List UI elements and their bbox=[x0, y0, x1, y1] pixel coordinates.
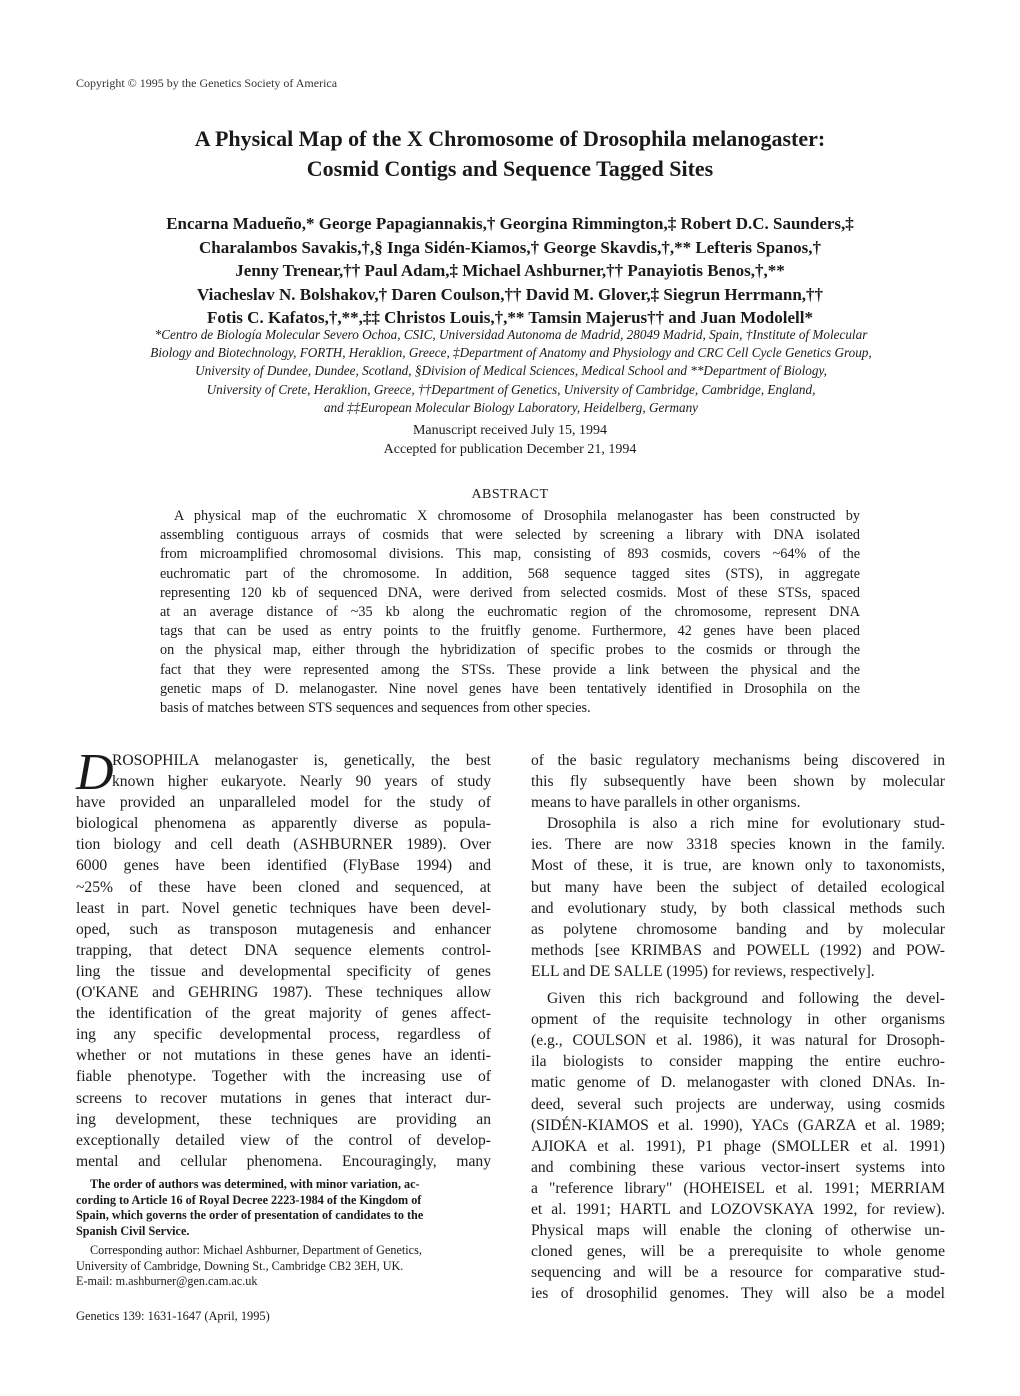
body-line: ing any specific developmental process, regardless of bbox=[76, 1026, 491, 1044]
body-line: Drosophila is also a rich mine for evolutionary stud- bbox=[547, 815, 945, 833]
affiliation-line: University of Crete, Heraklion, Greece, ††Department of Genetics, University of Cambridge, Cambridge, England, bbox=[206, 381, 816, 397]
body-line: Physical maps will enable the cloning of otherwise un- bbox=[531, 1222, 945, 1240]
body-line: means to have parallels in other organisms. bbox=[531, 794, 801, 812]
footnote-line: The order of authors was determined, with minor variation, ac- bbox=[90, 1177, 420, 1191]
body-line: and combining these various vector-insert systems into bbox=[531, 1158, 945, 1176]
body-line: 6000 genes have been identified (FlyBase 1994) and bbox=[76, 857, 491, 875]
journal-citation: Genetics 139: 1631-1647 (April, 1995) bbox=[76, 1309, 270, 1323]
body-line: et al. 1991; HARTL and LOZOVSKAYA 1992, for review). bbox=[531, 1200, 945, 1218]
footnote-line: Spanish Civil Service. bbox=[76, 1223, 190, 1238]
body-line: least in part. Novel genetic techniques have been devel- bbox=[76, 899, 491, 917]
abstract-line: fact that they were represented among the STSs. These provide a link between the physical and the bbox=[160, 661, 860, 678]
body-line: ing development, these techniques are providing an bbox=[76, 1110, 491, 1128]
body-line: ~25% of these have been cloned and sequenced, at bbox=[76, 878, 491, 896]
body-line: ies of drosophilid genomes. They will also be a model bbox=[531, 1285, 945, 1303]
body-line: a "reference library" (HOHEISEL et al. 1991; MERRIAM bbox=[531, 1179, 945, 1197]
body-line: the identification of the great majority of genes affect- bbox=[76, 1005, 491, 1023]
body-line: but many have been the subject of detailed ecological bbox=[531, 878, 945, 896]
affiliation-line: University of Dundee, Dundee, Scotland, §Division of Medical Sciences, Medical School and **Department of Biology, bbox=[195, 363, 827, 379]
body-line: tion biology and cell death (ASHBURNER 1989). Over bbox=[76, 836, 491, 854]
body-line: sequencing and will be a resource for comparative stud- bbox=[531, 1264, 945, 1282]
footnote-line: Spain, which governs the order of presentation of candidates to the bbox=[76, 1208, 424, 1223]
body-line: ROSOPHILA melanogaster is, genetically, the best bbox=[112, 752, 491, 769]
footnote-line: cording to Article 16 of Royal Decree 2223-1984 of the Kingdom of bbox=[76, 1192, 422, 1207]
body-line: biological phenomena as apparently diverse as popula- bbox=[76, 815, 491, 833]
body-line: of the basic regulatory mechanisms being discovered in bbox=[531, 752, 945, 769]
author-line: Charalambos Savakis,†,§ Inga Sidén-Kiamos,† George Skavdis,†,** Lefteris Spanos,† bbox=[199, 237, 821, 257]
body-column-right bbox=[531, 750, 945, 1304]
body-line: (SIDÉN-KIAMOS et al. 1990), YACs (GARZA et al. 1989; bbox=[531, 1116, 945, 1134]
body-line: known higher eukaryote. Nearly 90 years of study bbox=[112, 773, 491, 791]
author-line: Viacheslav N. Bolshakov,† Daren Coulson,†† David M. Glover,‡ Siegrun Herrmann,†† bbox=[196, 284, 824, 304]
author-list bbox=[80, 212, 940, 330]
body-line: methods [see KRIMBAS and POWELL (1992) and POW- bbox=[531, 941, 945, 959]
body-line: ila biologists to consider mapping the entire euchro- bbox=[531, 1053, 945, 1071]
title-line-2: Cosmid Contigs and Sequence Tagged Sites bbox=[306, 156, 714, 181]
body-line: ies. There are now 3318 species known in the family. bbox=[531, 836, 945, 854]
abstract-line: tags that can be used as entry points to the fruitfly genome. Furthermore, 42 genes have been placed bbox=[160, 623, 860, 640]
body-line: this fly subsequently have been shown by molecular bbox=[531, 773, 945, 791]
abstract-line: at an average distance of ~35 kb along the euchromatic region of the chromosome, represent DNA bbox=[160, 604, 860, 621]
author-line: Fotis C. Kafatos,†,**,‡‡ Christos Louis,†,** Tamsin Majerus†† and Juan Modolell* bbox=[207, 308, 813, 327]
abstract-line: representing 120 kb of sequenced DNA, were derived from selected cosmids. Most of these STSs, spaced bbox=[160, 584, 860, 601]
body-line: fiable phenotype. Together with the increasing use of bbox=[76, 1068, 491, 1086]
body-line: oped, such as transposon mutagenesis and enhancer bbox=[76, 920, 491, 938]
article-title bbox=[60, 124, 960, 184]
body-line: cloned genes, will be a prerequisite to whole genome bbox=[531, 1243, 945, 1261]
drop-cap: D bbox=[76, 744, 114, 801]
abstract-heading: ABSTRACT bbox=[471, 487, 549, 502]
body-line: have provided an unparalleled model for the study of bbox=[76, 794, 491, 812]
body-line: ling the tissue and developmental specificity of genes bbox=[76, 962, 491, 980]
footnote-line: University of Cambridge, Downing St., Cambridge CB2 3EH, UK. bbox=[76, 1258, 404, 1273]
received-date: Manuscript received July 15, 1994 bbox=[412, 423, 607, 438]
abstract-body bbox=[160, 507, 860, 718]
affiliations bbox=[56, 326, 966, 417]
abstract-line: A physical map of the euchromatic X chromosome of Drosophila melanogaster has been constructed by bbox=[174, 508, 860, 524]
affiliation-line: Biology and Biotechnology, FORTH, Heraklion, Greece, ‡Department of Anatomy and Physiology and CRC Cell Cycle Genetics Group, bbox=[150, 345, 872, 361]
author-order-footnote bbox=[76, 1177, 491, 1239]
copyright-notice: Copyright © 1995 by the Genetics Society of America bbox=[76, 76, 338, 90]
body-line: (O'KANE and GEHRING 1987). These techniques allow bbox=[76, 984, 491, 1002]
body-column-left bbox=[76, 744, 491, 1172]
author-line: Jenny Trenear,†† Paul Adam,‡ Michael Ashburner,†† Panayiotis Benos,†,** bbox=[235, 261, 785, 280]
affiliation-line: *Centro de Biología Molecular Severo Ochoa, CSIC, Universidad Autonoma de Madrid, 28049 Madrid, Spain, †Institute of Molecular bbox=[154, 327, 868, 342]
body-line: (e.g., COULSON et al. 1986), it was natural for Drosoph- bbox=[531, 1032, 945, 1050]
abstract-line: basis of matches between STS sequences and sequences from other species. bbox=[160, 700, 591, 717]
body-line: whether or not mutations in these genes have an identi- bbox=[76, 1047, 491, 1065]
abstract-line: on the physical map, either through the hybridization of specific probes to the cosmids or through the bbox=[160, 642, 860, 659]
author-line: Encarna Madueño,* George Papagiannakis,† Georgina Rimmington,‡ Robert D.C. Saunders,‡ bbox=[166, 214, 854, 233]
body-line: and evolutionary study, by both classical methods such bbox=[531, 899, 945, 917]
abstract-line: from microamplified chromosomal divisions. This map, consisting of 893 cosmids, covers ~64% of the bbox=[160, 546, 860, 563]
body-line: screens to recover mutations in genes that interact dur- bbox=[76, 1089, 491, 1107]
abstract-line: genetic maps of D. melanogaster. Nine novel genes have been tentatively identified in Drosophila on the bbox=[160, 680, 860, 697]
body-line: opment of the requisite technology in other organisms bbox=[531, 1011, 945, 1029]
corresponding-author-footnote bbox=[76, 1243, 491, 1290]
title-line-1: A Physical Map of the X Chromosome of Drosophila melanogaster: bbox=[194, 126, 826, 151]
accepted-date: Accepted for publication December 21, 1994 bbox=[383, 441, 637, 457]
body-line: ELL and DE SALLE (1995) for reviews, respectively]. bbox=[531, 962, 875, 980]
footnote-line: Corresponding author: Michael Ashburner, Department of Genetics, bbox=[90, 1243, 422, 1257]
body-line: mental and cellular phenomena. Encouragingly, many bbox=[76, 1152, 491, 1170]
body-line: matic genome of D. melanogaster with cloned DNAs. In- bbox=[531, 1074, 945, 1092]
body-line: exceptionally detailed view of the control of develop- bbox=[76, 1131, 491, 1149]
abstract-line: euchromatic part of the chromosome. In addition, 568 sequence tagged sites (STS), in aggregate bbox=[160, 565, 860, 582]
abstract-line: assembling contiguous arrays of cosmids that were selected by screening a library with DNA isolated bbox=[160, 527, 860, 544]
manuscript-dates bbox=[260, 422, 760, 459]
body-line: Given this rich background and following the devel- bbox=[547, 990, 945, 1008]
body-line: Most of these, it is true, are known only to taxonomists, bbox=[531, 857, 945, 875]
body-line: deed, several such projects are underway, using cosmids bbox=[531, 1095, 945, 1113]
body-line: trapping, that detect DNA sequence elements control- bbox=[76, 941, 491, 959]
affiliation-line: and ‡‡European Molecular Biology Laboratory, Heidelberg, Germany bbox=[323, 399, 699, 415]
body-line: AJIOKA et al. 1991), P1 phage (SMOLLER et al. 1991) bbox=[531, 1137, 945, 1155]
body-line: as polytene chromosome banding and by molecular bbox=[531, 920, 945, 938]
email-line[interactable]: E-mail: m.ashburner@gen.cam.ac.uk bbox=[76, 1274, 258, 1289]
